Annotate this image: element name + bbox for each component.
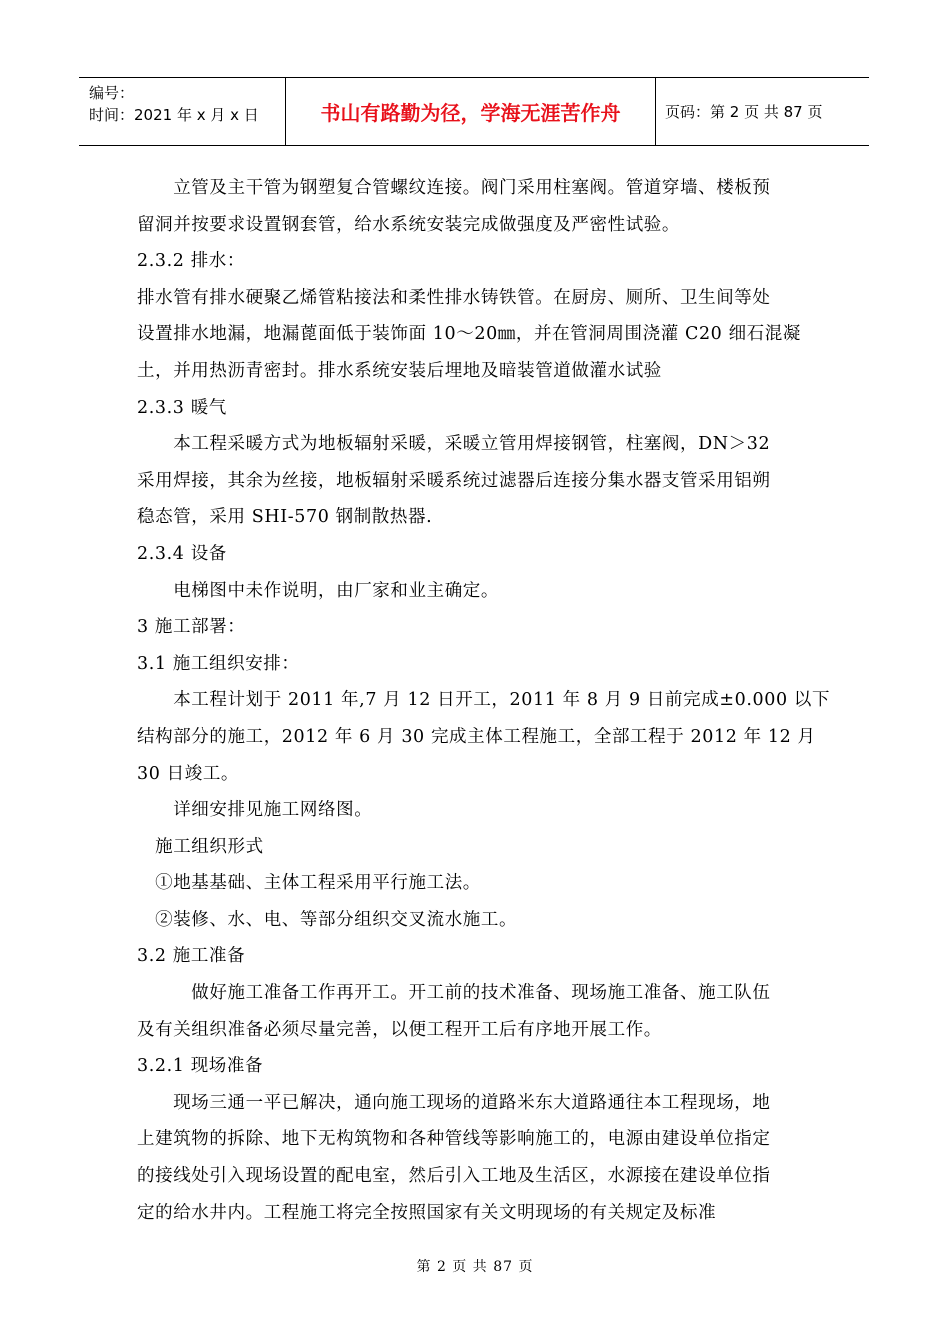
body-line: 稳态管，采用 SHI-570 钢制散热器.	[137, 507, 433, 528]
body-line: 结构部分的施工，2012 年 6 月 30 完成主体工程施工，全部工程于 2012 年 12 月	[137, 726, 816, 747]
body-line: 土，并用热沥青密封。排水系统安装后埋地及暗装管道做灌水试验	[137, 360, 662, 381]
page-footer: 第 2 页 共 87 页	[416, 1259, 534, 1275]
body-line: 采用焊接，其余为丝接，地板辐射采暖系统过滤器后连接分集水器支管采用铝朔	[137, 470, 771, 491]
body-line: 排水管有排水硬聚乙烯管粘接法和柔性排水铸铁管。在厨房、厕所、卫生间等处	[137, 287, 771, 308]
section-heading: 3.2.1 现场准备	[137, 1056, 264, 1077]
body-line: 30 日竣工。	[137, 763, 240, 784]
document-body	[137, 170, 831, 1231]
body-line: 本工程计划于 2011 年,7 月 12 日开工，2011 年 8 月 9 日前完成±0.000 以下	[137, 690, 831, 711]
section-heading: 2.3.2 排水：	[137, 251, 245, 272]
body-line: 施工组织形式	[137, 836, 264, 857]
section-heading: 3.1 施工组织安排：	[137, 653, 300, 674]
body-line: 详细安排见施工网络图。	[137, 800, 373, 821]
body-line: 的接线处引入现场设置的配电室，然后引入工地及生活区，水源接在建设单位指	[137, 1166, 771, 1187]
section-heading: 2.3.4 设备	[137, 543, 227, 564]
page-header	[79, 77, 869, 146]
section-heading: 3 施工部署：	[137, 617, 246, 638]
section-heading: 3.2 施工准备	[137, 946, 246, 967]
body-line: 设置排水地漏，地漏蓖面低于装饰面 10～20㎜，并在管洞周围浇灌 C20 细石混凝	[137, 324, 801, 345]
header-page-info: 页码：第 2 页 共 87 页	[665, 103, 823, 121]
body-line: 及有关组织准备必须尽量完善，以便工程开工后有序地开展工作。	[137, 1019, 662, 1040]
doc-time-label: 时间：2021 年 x 月 x 日	[89, 106, 259, 124]
section-heading: 2.3.3 暖气	[137, 397, 227, 418]
body-line: 现场三通一平已解决，通向施工现场的道路米东大道路通往本工程现场，地	[137, 1092, 771, 1113]
body-line: 立管及主干管为钢塑复合管螺纹连接。阀门采用柱塞阀。管道穿墙、楼板预	[137, 178, 771, 198]
body-line: 上建筑物的拆除、地下无构筑物和各种管线等影响施工的，电源由建设单位指定	[137, 1129, 771, 1150]
body-line: 做好施工准备工作再开工。开工前的技术准备、现场施工准备、施工队伍	[137, 983, 771, 1004]
header-meta	[89, 82, 289, 126]
body-line: 定的给水井内。工程施工将完全按照国家有关文明现场的有关规定及标准	[137, 1202, 717, 1223]
list-item: ②装修、水、电、等部分组织交叉流水施工。	[137, 909, 518, 930]
body-line: 电梯图中未作说明，由厂家和业主确定。	[137, 580, 499, 601]
body-line: 留洞并按要求设置钢套管，给水系统安装完成做强度及严密性试验。	[137, 214, 680, 235]
list-item: ①地基基础、主体工程采用平行施工法。	[137, 873, 481, 894]
header-motto: 书山有路勤为径，学海无涯苦作舟	[320, 101, 621, 125]
body-line: 本工程采暖方式为地板辐射采暖，采暖立管用焊接钢管，柱塞阀，DN＞32	[137, 434, 771, 455]
doc-code-label: 编号：	[89, 84, 135, 102]
